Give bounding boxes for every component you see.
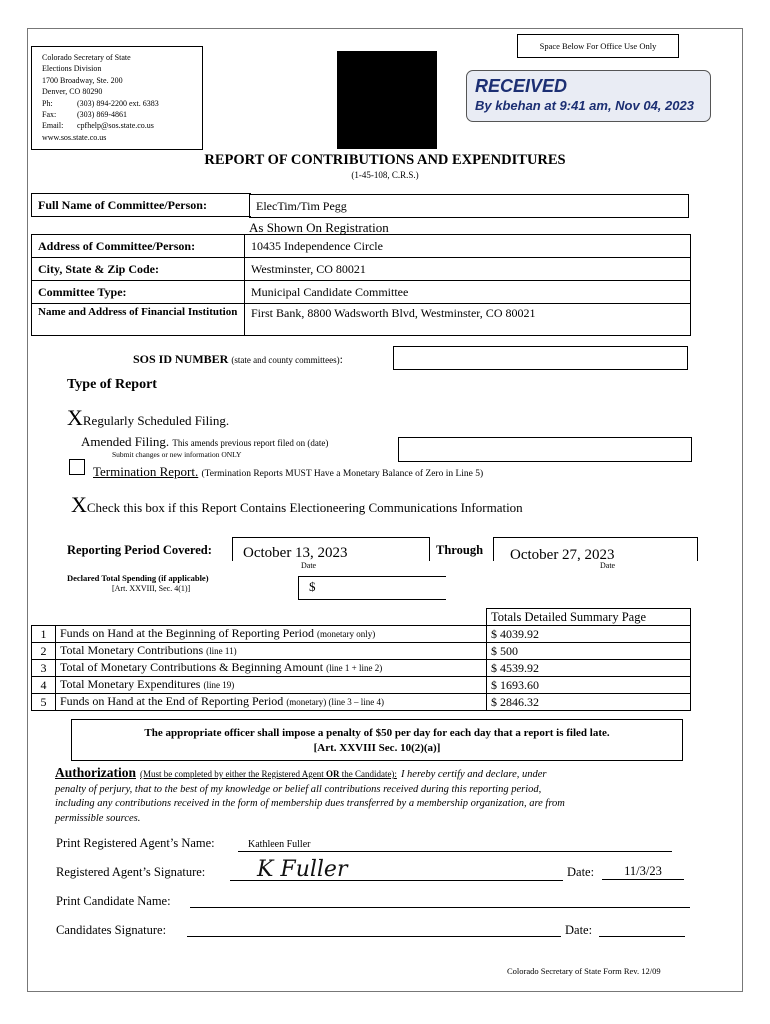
address-line: Denver, CO 80290 (42, 87, 103, 97)
summary-header: Totals Detailed Summary Page (487, 609, 691, 626)
line-description: Funds on Hand at the End of Reporting Period (monetary) (line 3 – line 4) (56, 694, 487, 711)
amended-note: This amends previous report filed on (date) (172, 438, 329, 448)
regular-x-mark: X (67, 405, 83, 430)
agent-name-label: Print Registered Agent’s Name: (56, 836, 215, 850)
agent-signature-field[interactable] (230, 857, 563, 882)
agent-date-label: Date: (567, 865, 595, 879)
agent-date-field[interactable]: 11/3/23 (602, 864, 684, 880)
from-date-label: Date (301, 561, 317, 570)
committee-type-field[interactable]: Municipal Candidate Committee (245, 281, 691, 304)
sos-id-colon: : (339, 352, 343, 366)
spending-currency: $ (309, 579, 316, 594)
spending-label: Declared Total Spending (if applicable) (67, 573, 209, 583)
sos-id-label-group (133, 352, 343, 367)
electioneering-x-mark: X (71, 492, 87, 517)
committee-type-label: Committee Type: (32, 281, 245, 304)
agent-signature-label: Registered Agent’s Signature: (56, 865, 206, 879)
spending-field[interactable] (298, 576, 446, 600)
redaction-block (337, 51, 437, 149)
table-row (32, 694, 691, 711)
line-description: Total Monetary Contributions (line 11) (56, 643, 487, 660)
penalty-line-2: [Art. XXVIII Sec. 10(2)(a)] (313, 742, 441, 754)
table-row (32, 626, 691, 643)
sos-address-block (31, 46, 203, 150)
table-row (32, 609, 691, 626)
authorization-text: including any contributions received in the form of membership dues transferred by a membership organization, are from (55, 798, 565, 809)
agent-signature (230, 857, 563, 882)
line-value[interactable]: $ 4039.92 (487, 626, 691, 643)
line-number: 1 (32, 626, 56, 643)
contact-fax: Fax: (303) 869-4861 (42, 110, 127, 120)
sos-id-note: (state and county committees) (231, 355, 340, 365)
report-type-heading: Type of Report (67, 377, 157, 392)
contact-email: Email: cpfhelp@sos.state.co.us (42, 121, 154, 131)
candidate-date-field[interactable] (599, 922, 685, 937)
city-label: City, State & Zip Code: (32, 258, 245, 281)
line-value[interactable]: $ 1693.60 (487, 677, 691, 694)
electioneering-option[interactable] (71, 492, 523, 518)
agent-name-field[interactable]: Kathleen Fuller (238, 838, 672, 852)
line-number: 2 (32, 643, 56, 660)
office-use-box: Space Below For Office Use Only (517, 34, 679, 58)
regular-filing-option[interactable] (67, 405, 229, 431)
authorization-or: OR (325, 769, 340, 779)
summary-table (31, 608, 691, 711)
table-row (32, 677, 691, 694)
line-description: Funds on Hand at the Beginning of Reporting Period (monetary only) (56, 626, 487, 643)
table-row (32, 643, 691, 660)
line-description: Total of Monetary Contributions & Beginning Amount (line 1 + line 2) (56, 660, 487, 677)
table-row (32, 660, 691, 677)
line-number: 5 (32, 694, 56, 711)
amended-date-field[interactable] (398, 437, 692, 462)
candidate-date-label: Date: (565, 923, 593, 937)
termination-note: (Termination Reports MUST Have a Monetary Balance of Zero in Line 5) (201, 469, 484, 479)
spending-ref: [Art. XXVIII, Sec. 4(1)] (112, 584, 191, 593)
sos-id-field[interactable] (393, 346, 688, 370)
as-shown-note: As Shown On Registration (249, 220, 389, 235)
table-row (32, 281, 691, 304)
line-description: Total Monetary Expenditures (line 19) (56, 677, 487, 694)
to-date-label: Date (600, 561, 616, 570)
agent-signature-text: K Fuller (257, 857, 348, 882)
form-subtitle: (1-45-108, C.R.S.) (351, 170, 419, 180)
candidate-signature-label: Candidates Signature: (56, 923, 167, 937)
contact-phone: Ph: (303) 894-2200 ext. 6383 (42, 98, 159, 108)
through-label: Through (436, 543, 484, 557)
authorization-block (55, 764, 695, 826)
committee-table (31, 234, 691, 336)
penalty-line-1: The appropriate officer shall impose a penalty of $50 per day for each day that a report is filed late. (144, 727, 610, 739)
address-line: 1700 Broadway, Ste. 200 (42, 75, 123, 85)
termination-option (93, 464, 483, 480)
amended-filing-label: Amended Filing. (81, 434, 170, 449)
electioneering-label: Check this box if this Report Contains Electioneering Communications Information (86, 500, 523, 515)
table-row (32, 235, 691, 258)
full-name-value: ElecTim/Tim Pegg (256, 198, 347, 213)
penalty-notice (71, 719, 683, 761)
form-footer: Colorado Secretary of State Form Rev. 12/09 (507, 966, 661, 976)
amended-sub-note: Submit changes or new information ONLY (112, 450, 242, 459)
received-stamp (466, 70, 711, 122)
authorization-text: penalty of perjury, that to the best of my knowledge or belief all contributions received during this reporting period, (55, 783, 542, 795)
authorization-note-pre: (Must be completed by either the Registered Agent (140, 769, 324, 779)
website: www.sos.state.co.us (42, 132, 107, 142)
full-name-field[interactable] (249, 194, 689, 218)
termination-label: Termination Report. (93, 464, 199, 479)
candidate-name-label: Print Candidate Name: (56, 894, 171, 908)
table-row (32, 258, 691, 281)
city-field[interactable]: Westminster, CO 80021 (245, 258, 691, 281)
bank-label: Name and Address of Financial Institution (32, 304, 245, 336)
candidate-signature-field[interactable] (187, 922, 561, 937)
sos-id-label: SOS ID NUMBER (133, 352, 229, 366)
amended-filing-option[interactable] (81, 434, 328, 450)
candidate-name-field[interactable] (190, 893, 690, 908)
line-value[interactable]: $ 4539.92 (487, 660, 691, 677)
authorization-note-post: the Candidate): (341, 769, 397, 779)
period-label: Reporting Period Covered: (67, 543, 212, 557)
stamp-title: RECEIVED (475, 76, 568, 96)
full-name-label-cell (31, 193, 251, 217)
authorization-text-first: I hereby certify and declare, under (400, 769, 547, 780)
line-number: 4 (32, 677, 56, 694)
address-label: Address of Committee/Person: (32, 235, 245, 258)
authorization-heading: Authorization (55, 765, 136, 780)
period-from-field[interactable]: October 13, 2023 (232, 537, 430, 561)
table-row (32, 304, 691, 336)
full-name-label: Full Name of Committee/Person: (38, 197, 207, 212)
line-value[interactable]: $ 2846.32 (487, 694, 691, 711)
address-line: Colorado Secretary of State (42, 53, 131, 62)
line-number: 3 (32, 660, 56, 677)
address-field[interactable]: 10435 Independence Circle (245, 235, 691, 258)
stamp-detail: By kbehan at 9:41 am, Nov 04, 2023 (475, 98, 694, 113)
bank-field[interactable]: First Bank, 8800 Wadsworth Blvd, Westminster, CO 80021 (245, 304, 691, 336)
authorization-text: permissible sources. (55, 812, 141, 824)
period-to-field[interactable]: October 27, 2023 (493, 537, 698, 561)
address-line: Elections Division (42, 64, 102, 74)
line-value[interactable]: $ 500 (487, 643, 691, 660)
regular-filing-label: Regularly Scheduled Filing. (82, 413, 230, 428)
termination-checkbox[interactable] (69, 459, 85, 475)
form-title: REPORT OF CONTRIBUTIONS AND EXPENDITURES (204, 152, 566, 168)
